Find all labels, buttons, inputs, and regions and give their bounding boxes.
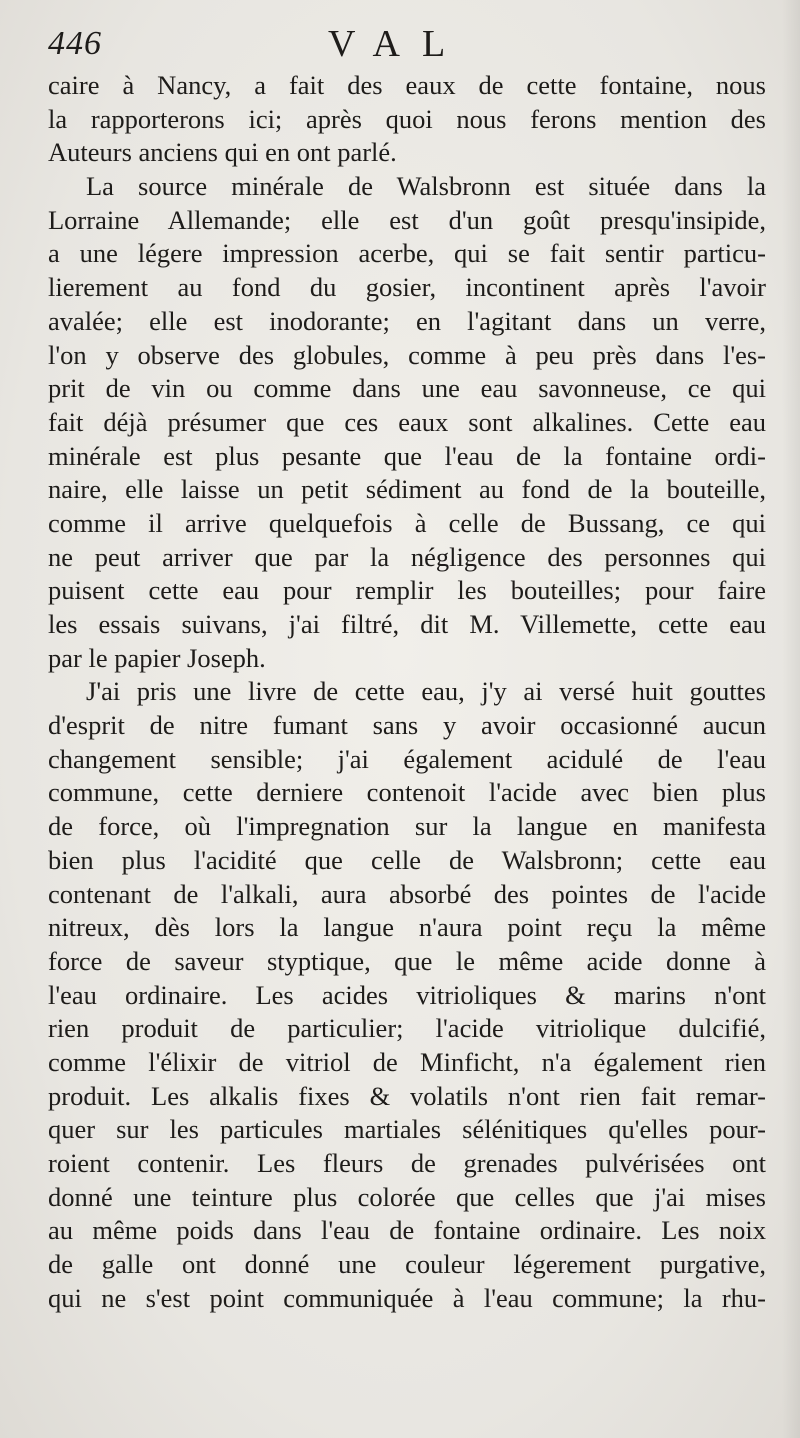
body-text (48, 69, 766, 1315)
text-line: les essais suivans, j'ai filtré, dit M. Villemette, cette eau (48, 609, 766, 639)
text-line: de galle ont donné une couleur légerement purgative, (48, 1249, 766, 1280)
text-line: minérale est plus pesante que l'eau de la fontaine ordi- (48, 440, 766, 471)
text-line: La source minérale de Walsbronn est située dans la (86, 171, 766, 202)
text-line: par le papier Joseph. (48, 642, 266, 673)
text-line: comme il arrive quelquefois à celle de Bussang, ce qui (48, 507, 766, 538)
text-line: lierement au fond du gosier, incontinent après l'avoir (48, 272, 766, 303)
text-line: produit. Les alkalis fixes & volatils n'ont rien fait remar- (48, 1080, 766, 1111)
page-header (48, 18, 780, 70)
text-line: commune, cette derniere contenoit l'acide avec bien plus (48, 777, 766, 808)
text-line: Auteurs anciens qui en ont parlé. (48, 137, 397, 168)
text-line: au même poids dans l'eau de fontaine ordinaire. Les noix (48, 1215, 766, 1246)
text-line: nitreux, dès lors la langue n'aura point reçu la même (48, 912, 766, 943)
running-head: VAL (328, 23, 468, 65)
text-line: a une légere impression acerbe, qui se fait sentir particu- (48, 238, 766, 269)
text-line: l'eau ordinaire. Les acides vitrioliques & marins n'ont (48, 979, 766, 1010)
text-line: force de saveur styptique, que le même acide donne à (48, 945, 766, 976)
text-line: la rapporterons ici; après quoi nous ferons mention des (48, 103, 766, 134)
text-line: puisent cette eau pour remplir les bouteilles; pour faire (48, 575, 766, 606)
text-line: fait déjà présumer que ces eaux sont alkalines. Cette eau (48, 406, 766, 437)
text-line: quer sur les particules martiales sélénitiques qu'elles pour- (48, 1114, 766, 1145)
text-line: Lorraine Allemande; elle est d'un goût presqu'insipide, (48, 204, 766, 235)
text-line: donné une teinture plus colorée que celles que j'ai mises (48, 1181, 766, 1212)
page-number: 446 (48, 25, 102, 62)
text-line: ne peut arriver que par la négligence des personnes qui (48, 541, 766, 572)
text-line: qui ne s'est point communiquée à l'eau commune; la rhu- (48, 1282, 766, 1313)
text-line: changement sensible; j'ai également acidulé de l'eau (48, 743, 766, 774)
text-line: de force, où l'impregnation sur la langue en manifesta (48, 811, 766, 842)
page-edge-shadow (782, 0, 800, 1438)
text-line: bien plus l'acidité que celle de Walsbronn; cette eau (48, 844, 766, 875)
text-line: caire à Nancy, a fait des eaux de cette fontaine, nous (48, 70, 766, 100)
text-line: comme l'élixir de vitriol de Minficht, n'a également rien (48, 1046, 766, 1077)
text-line: d'esprit de nitre fumant sans y avoir occasionné aucun (48, 710, 766, 741)
text-line: J'ai pris une livre de cette eau, j'y ai versé huit gouttes (86, 676, 766, 707)
text-line: roient contenir. Les fleurs de grenades pulvérisées ont (48, 1148, 766, 1178)
text-line: contenant de l'alkali, aura absorbé des pointes de l'acide (48, 878, 766, 909)
text-line: naire, elle laisse un petit sédiment au fond de la bouteille, (48, 474, 766, 505)
text-line: rien produit de particulier; l'acide vitriolique dulcifié, (48, 1013, 766, 1044)
text-line: avalée; elle est inodorante; en l'agitant dans un verre, (48, 305, 766, 336)
text-line: l'on y observe des globules, comme à peu près dans l'es- (48, 339, 766, 370)
text-line: prit de vin ou comme dans une eau savonneuse, ce qui (48, 373, 766, 404)
